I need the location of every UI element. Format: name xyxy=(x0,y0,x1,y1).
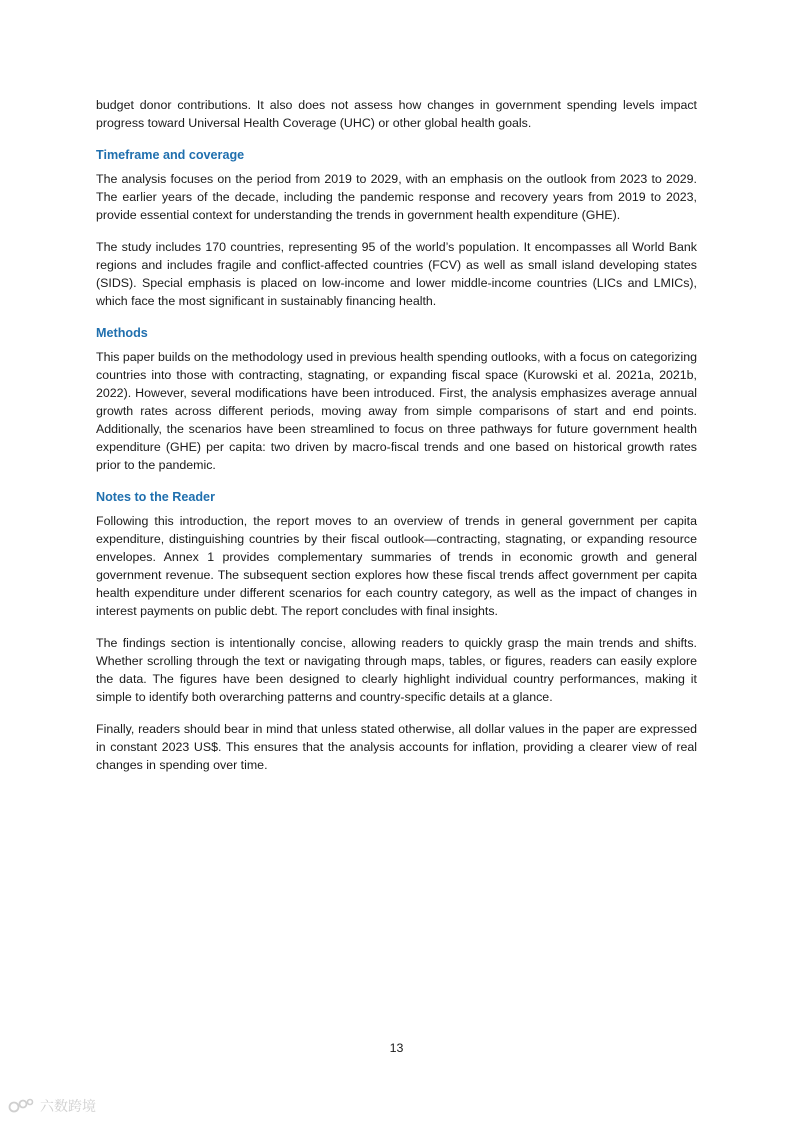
notes-paragraph-2: The findings section is intentionally concise, allowing readers to quickly grasp the main trends and shifts. Whether scrolling through the text or navigating through maps, tables, or figures, readers can easily explore the data. The figures have been designed to clearly highlight individual country performances, making it simple to identify both overarching patterns and country-specific details at a glance. xyxy=(96,636,697,704)
watermark-logo-icon xyxy=(8,1097,34,1115)
intro-continuation-paragraph: budget donor contributions. It also does not assess how changes in government spending levels impact progress toward Universal Health Coverage (UHC) or other global health goals. xyxy=(96,98,697,130)
methods-heading: Methods xyxy=(96,326,148,340)
notes-section xyxy=(96,488,697,774)
document-body xyxy=(96,96,697,788)
notes-heading: Notes to the Reader xyxy=(96,490,215,504)
notes-paragraph-3: Finally, readers should bear in mind that unless stated otherwise, all dollar values in the paper are expressed in constant 2023 US$. This ensures that the analysis accounts for inflation, providing a clearer view of real changes in spending over time. xyxy=(96,722,697,772)
timeframe-paragraph-2: The study includes 170 countries, representing 95 of the world’s population. It encompasses all World Bank regions and includes fragile and conflict-affected countries (FCV) as well as small island developing states (SIDS). Special emphasis is placed on low-income and lower middle-income countries (LICs and LMICs), which face the most significant in sustainably financing health. xyxy=(96,240,697,308)
methods-paragraph-1: This paper builds on the methodology used in previous health spending outlooks, with a focus on categorizing countries into those with contracting, stagnating, or expanding fiscal space (Kurowski et al. 2021a, 2021b, 2022). However, several modifications have been introduced. First, the analysis emphasizes average annual growth rates across different periods, moving away from simple comparisons of start and end points. Additionally, the scenarios have been streamlined to focus on three pathways for future government health expenditure (GHE) per capita: two driven by macro-fiscal trends and one based on historical growth rates prior to the pandemic. xyxy=(96,350,697,472)
page-number: 13 xyxy=(389,1041,404,1055)
methods-section xyxy=(96,324,697,474)
timeframe-section xyxy=(96,146,697,310)
timeframe-paragraph-1: The analysis focuses on the period from 2019 to 2029, with an emphasis on the outlook from 2023 to 2029. The earlier years of the decade, including the pandemic response and recovery years from 2019 to 2023, provide essential context for understanding the trends in government health expenditure (GHE). xyxy=(96,172,697,222)
notes-paragraph-1: Following this introduction, the report moves to an overview of trends in general government per capita expenditure, distinguishing countries by their fiscal outlook—contracting, stagnating, or expanding resource envelopes. Annex 1 provides complementary summaries of trends in economic growth and general government revenue. The subsequent section explores how these fiscal trends affect government per capita health expenditure under different scenarios for each country category, as well as the impact of changes in interest payments on public debt. The report concludes with final insights. xyxy=(96,514,697,618)
watermark-text: 六数跨境 xyxy=(40,1098,96,1114)
timeframe-heading: Timeframe and coverage xyxy=(96,148,245,162)
watermark xyxy=(8,1096,96,1116)
